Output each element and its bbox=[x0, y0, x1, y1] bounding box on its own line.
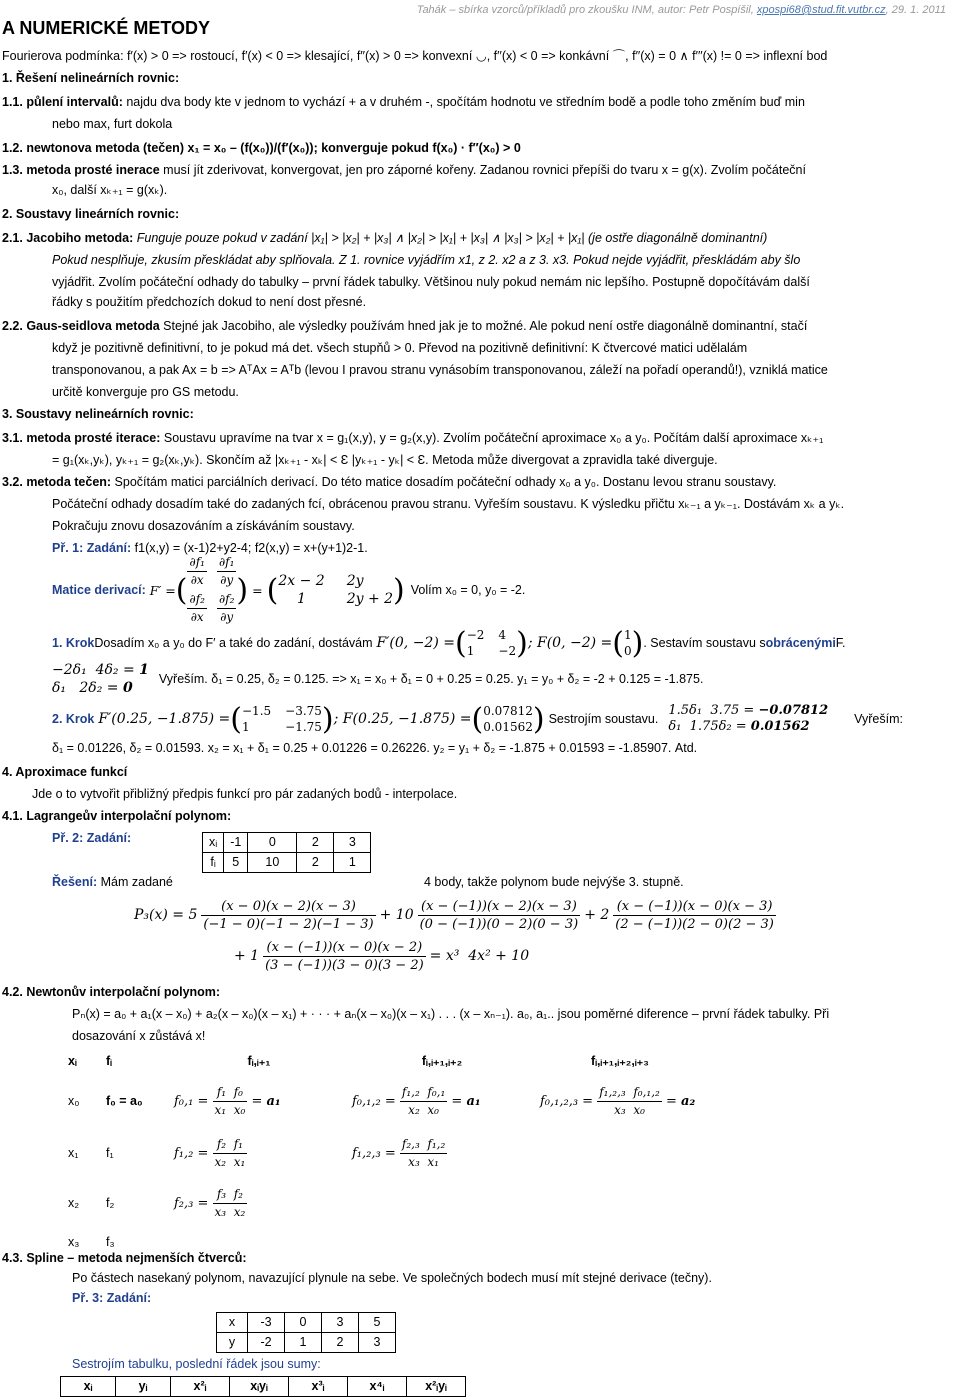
paren-close-4: ) bbox=[631, 625, 644, 661]
header-date: , 29. 1. 2011 bbox=[885, 4, 946, 16]
step-2-solve: Vyřeším: bbox=[854, 711, 903, 726]
derivative-matrix-row bbox=[52, 555, 526, 624]
s13-line2: x₀, další xₖ₊₁ = g(xₖ). bbox=[52, 183, 168, 197]
s31-line1 bbox=[2, 430, 823, 447]
df2dx: $\frac{\text{∂f₂}}{\partial x}$ bbox=[189, 592, 205, 624]
table-row bbox=[61, 1377, 466, 1397]
example-1-text: f1(x,y) = (x-1)2+y2-4; f2(x,y) = x+(y+1)2-1. bbox=[131, 541, 368, 555]
s32-head: 3.2. metoda tečen: bbox=[2, 475, 112, 489]
lagrange-term-2: $\frac{(x - (-1))(x - 2)(x - 3)}{(0 - (-1))(0 - 2)(0 - 3)}$ bbox=[419, 898, 579, 932]
solution-label: Řešení: bbox=[52, 875, 98, 889]
paren-close-6: ) bbox=[532, 701, 545, 737]
step-1-tail: . Sestavím soustavu s bbox=[643, 635, 766, 650]
table-cell bbox=[536, 1228, 704, 1256]
F-at-0-m2: ; F(0, −2) = bbox=[527, 634, 613, 651]
table-cell: x₀ bbox=[68, 1093, 80, 1108]
s43-text: Po částech nasekaný polynom, navazující plynule na sebe. Ve společných bodech musí mít stejné derivace (tečny). bbox=[72, 1271, 712, 1285]
s21-text: Funguje pouze pokud v zadání |x₁| > |x₂| + |x₃| ∧ |x₂| > |x₁| + |x₃| ∧ |x₃| > |x₂| + |x₁| (je ostře diagonálně dominantní) bbox=[133, 231, 768, 245]
table-row bbox=[203, 833, 371, 853]
paren-close-5: ) bbox=[321, 701, 334, 737]
table-cell: fᵢ bbox=[106, 1053, 112, 1068]
table-cell: f₂ bbox=[106, 1195, 115, 1210]
paren-close-3: ) bbox=[516, 625, 528, 661]
header-text: Tahák – sbírka vzorců/příkladů pro zkoušku INM, autor: Petr Pospíšil, bbox=[416, 4, 757, 16]
paren-open-5: ( bbox=[230, 701, 242, 737]
s13-line1 bbox=[2, 162, 806, 179]
table-cell: fᵢ,ᵢ₊₁,ᵢ₊₂ bbox=[421, 1053, 463, 1068]
s21-line4: řádky s použitím předchozích dokud to není dost přesné. bbox=[52, 295, 367, 309]
s13-head: 1.3. metoda prosté inerace bbox=[2, 163, 160, 177]
table-cell bbox=[348, 1178, 536, 1228]
s11-head: 1.1. půlení intervalů: bbox=[2, 95, 123, 109]
step1-vector: 1 0 bbox=[623, 628, 632, 658]
table-cell: 5 bbox=[224, 853, 248, 873]
s12-line: 1.2. newtonova metoda (tečen) x₁ = x₀ – (f(x₀))/(f′(x₀)); konverguje pokud f(x₀) · f′′(x₀) > 0 bbox=[2, 141, 521, 155]
s42-line1: Pₙ(x) = a₀ + a₁(x – x₀) + a₂(x – x₀)(x – x₁) + · · · + aₙ(x – x₀)(x – x₁) . . . (x – xₙ₋₁). a₀, a₁.. jsou poměrné diference – první řádek tabulky. Při bbox=[72, 1007, 830, 1021]
table-row bbox=[64, 1074, 704, 1128]
table-cell: 3 bbox=[359, 1333, 396, 1353]
df1dy: $\frac{\text{∂f₁}}{\partial y}$ bbox=[218, 555, 235, 587]
fourier-line: Fourierova podmínka: f′(x) > 0 => rostoucí, f′(x) < 0 => klesající, f′′(x) > 0 => konvexní ◡, f′′(x) < 0 => konkávní ⌒, f′′(x) = 0 ∧ f′′′(x) != 0 => inflexní bod bbox=[2, 49, 828, 63]
table-cell bbox=[536, 1178, 704, 1228]
table-cell: 2 bbox=[322, 1333, 359, 1353]
header-email-link[interactable]: xpospi68@stud.fit.vutbr.cz bbox=[756, 4, 886, 16]
table-cell: x bbox=[217, 1313, 248, 1333]
table-cell: 0 bbox=[248, 833, 297, 853]
s11-line1 bbox=[2, 94, 805, 111]
step1-system: −2δ₁ 4δ₂ = 1 δ₁ 2δ₂ = 0 bbox=[52, 662, 149, 696]
table-cell: 3 bbox=[322, 1313, 359, 1333]
section-2-heading: 2. Soustavy lineárních rovnic: bbox=[2, 207, 180, 221]
step-1-obracenymi: obrácenými bbox=[765, 635, 836, 650]
table-cell: x₃ bbox=[68, 1234, 80, 1249]
example-2-table bbox=[202, 832, 371, 873]
s43-heading: 4.3. Spline – metoda nejmenších čtverců: bbox=[2, 1251, 247, 1265]
table-cell: f₀,₁,₂ = $\frac{\text{f₁,₂ f₀,₁}}{\text{x₂ x₀}}$ = a₁ bbox=[352, 1084, 481, 1117]
step-2-label: 2. Krok bbox=[52, 711, 95, 726]
table-cell: fᵢ bbox=[203, 853, 224, 873]
table-row bbox=[64, 1178, 704, 1228]
s11-text: najdu dva body kte v jednom to vychází + a v druhém -, spočítám hodnotu ve středním bodě a podle toho změním buď min bbox=[122, 95, 805, 109]
lagrange-formula-1: P₃(x) = 5 $\frac{(x - 0)(x - 2)(x - 3)}{(-1 - 0)(-1 - 2)(-1 - 3)}$ + 10 $\frac{(x - (-1))(x - 2)(x - 3)}{(0 - (-1))(0 - 2)(0 - 3)}$ + 2 $\frac{(x - (-1))(x - 0)(x - 3)}{(2 - (-1))(2 - 0)(2 - 3)}$ bbox=[134, 898, 774, 932]
table-cell: x⁴ᵢ bbox=[348, 1377, 407, 1397]
table-cell: 2 bbox=[297, 833, 334, 853]
table-cell bbox=[536, 1128, 704, 1178]
step-1-label: 1. Krok bbox=[52, 635, 95, 650]
solution-tail: 4 body, takže polynom bude nejvýše 3. stupně. bbox=[424, 875, 684, 889]
s21-line1 bbox=[2, 230, 767, 247]
paren-open: ( bbox=[175, 572, 188, 608]
F-prime-symbol: F′ = bbox=[149, 582, 176, 598]
table-cell: 0 bbox=[285, 1313, 322, 1333]
s22-line3: transponovanou, a pak Ax = b => AᵀAx = Aᵀb (levou I pravou stranu vynásobím transponovanou, záleží na pořadí operandů!), vzniklá matice bbox=[52, 363, 828, 377]
paren-open-2: ( bbox=[266, 572, 279, 608]
table-cell: x²ᵢ bbox=[171, 1377, 230, 1397]
table-cell: f₁,₂,₃ = $\frac{\text{f₂,₃ f₁,₂}}{\text{x₃ x₁}}$ bbox=[352, 1136, 446, 1169]
lagrange-term-4: $\frac{(x - (-1))(x - 0)(x - 2)}{(3 - (-1))(3 - 0)(3 - 2)}$ bbox=[265, 939, 424, 973]
F-at-step2: ; F(0.25, −1.875) = bbox=[333, 710, 472, 727]
table-cell: -2 bbox=[248, 1333, 285, 1353]
equals-sign: = bbox=[252, 582, 263, 598]
step1-matrix: −2 4 1 −2 bbox=[466, 628, 517, 658]
table-cell: -3 bbox=[248, 1313, 285, 1333]
table-cell: x₂ bbox=[68, 1195, 80, 1210]
table-cell: 10 bbox=[248, 853, 297, 873]
example-2-head-text: Př. 2: Zadání: bbox=[52, 831, 132, 845]
s22-line2: když je pozitivně definitivní, to je pokud má det. všech stupňů > 0. Převod na pozitivně definitivní: K čtvercové matici udělalám bbox=[52, 341, 748, 355]
s11-line2: nebo max, furt dokola bbox=[52, 117, 173, 131]
table-cell: fᵢ,ᵢ₊₁ bbox=[247, 1053, 271, 1068]
s42-heading: 4.2. Newtonův interpolační polynom: bbox=[2, 985, 221, 999]
example-3-head bbox=[72, 1290, 151, 1307]
table-cell: f₀ = a₀ bbox=[106, 1093, 143, 1108]
s32-text: Spočítám matici parciálních derivací. Do této matice dosadím počáteční odhady x₀ a y₀. Dostanu levou stranu soustavy. bbox=[111, 475, 777, 489]
table-cell: f₁,₂ = $\frac{\text{f₂ f₁}}{\text{x₂ x₁}}$ bbox=[174, 1136, 246, 1169]
df1dx: $\frac{\text{∂f₁}}{\partial x}$ bbox=[189, 555, 205, 587]
s21-head: 2.1. Jacobiho metoda: bbox=[2, 231, 134, 245]
table-cell: xᵢyᵢ bbox=[230, 1377, 289, 1397]
paren-open-6: ( bbox=[471, 701, 484, 737]
table-row bbox=[217, 1313, 396, 1333]
s32-line3: Pokračuju znovu dosazováním a získáváním soustavy. bbox=[52, 519, 355, 533]
F-prime-at-0-m2: F′(0, −2) = bbox=[376, 634, 455, 651]
step-2-line bbox=[52, 700, 903, 738]
s13-text: musí jít zderivovat, konvergovat, jen pro záporné kořeny. Zadanou rovnici přepíši do tvaru x = g(x). Zvolím počáteční bbox=[159, 163, 806, 177]
page-title: A NUMERICKÉ METODY bbox=[2, 18, 211, 38]
derivative-matrix-label: Matice derivací: bbox=[52, 582, 146, 597]
table-cell: y bbox=[217, 1333, 248, 1353]
table-cell: fᵢ,ᵢ₊₁,ᵢ₊₂,ᵢ₊₃ bbox=[591, 1053, 649, 1068]
step-1-result: Vyřeším. δ₁ = 0.25, δ₂ = 0.125. => x₁ = x₀ + δ₁ = 0 + 0.25 = 0.25. y₁ = y₀ + δ₂ = -2 + 0.125 = -1.875. bbox=[158, 671, 704, 686]
lagrange-formula-2: + 1 $\frac{(x - (-1))(x - 0)(x - 2)}{(3 - (-1))(3 - 0)(3 - 2)}$ = x³ 4x² + 10 bbox=[234, 939, 530, 973]
example-1-head: Př. 1: Zadání: bbox=[52, 541, 132, 555]
example-3-head-text: Př. 3: Zadání: bbox=[72, 1291, 152, 1305]
section-1-heading: 1. Řešení nelineárních rovnic: bbox=[2, 71, 180, 85]
s42-line2: dosazování x zůstává x! bbox=[72, 1029, 206, 1043]
table-cell: x³ᵢ bbox=[289, 1377, 348, 1397]
table-cell: f₀,₁ = $\frac{\text{f₁ f₀}}{\text{x₁ x₀}}$ = a₁ bbox=[174, 1084, 281, 1117]
derivative-values: 2x − 2 2y 1 2y + 2 bbox=[278, 573, 394, 607]
s21-line3: vyjádřit. Zvolím počáteční odhady do tabulky – první řádek tabulky. Většinou nuly pokud nemám nic lepšího. Postupně dopočítávám další bbox=[52, 275, 810, 289]
step-1-end: F. bbox=[835, 635, 846, 650]
paren-close-2: ) bbox=[393, 572, 405, 608]
table-cell: f₀,₁,₂,₃ = $\frac{\text{f₁,₂,₃ f₀,₁,₂}}{\text{x₃ x₀}}$ = a₂ bbox=[540, 1084, 696, 1117]
table-cell: x²ᵢyᵢ bbox=[407, 1377, 466, 1397]
s32-line2: Počáteční odhady dosadím také do zadaných fcí, obrácenou pravou stranu. Vyřeším soustavu. K výsledku přičtu xₖ₋₁ a yₖ₋₁. Dostávám xₖ a yₖ. bbox=[52, 497, 845, 511]
table-row bbox=[217, 1333, 396, 1353]
table-row bbox=[64, 1128, 704, 1178]
table-row bbox=[64, 1048, 704, 1074]
lagrange-term-3: $\frac{(x - (-1))(x - 0)(x - 3)}{(2 - (-1))(2 - 0)(2 - 3)}$ bbox=[615, 898, 774, 932]
lagrange-term-1: $\frac{(x - 0)(x - 2)(x - 3)}{(-1 - 0)(-1 - 2)(-1 - 3)}$ bbox=[203, 898, 374, 932]
table-cell: f₂,₃ = $\frac{\text{f₃ f₂}}{\text{x₃ x₂}}$ bbox=[174, 1186, 246, 1219]
table-cell: 1 bbox=[334, 853, 371, 873]
paren-close: ) bbox=[236, 572, 249, 608]
step-1-result-line bbox=[52, 660, 703, 698]
table-cell: xᵢ bbox=[68, 1053, 77, 1068]
example-3-table bbox=[216, 1312, 396, 1353]
step-1-text: Dosadím x₀ a y₀ do F′ a také do zadání, dostávám bbox=[94, 635, 373, 650]
s21-line2: Pokud nesplňuje, zkusím přeskládat aby splňovala. Z 1. rovnice vyjádřím x1, z 2. x2 a z 3. x3. Pokud nejde vyjádřit, přeskládám aby šlo bbox=[52, 253, 801, 267]
table-cell: f₁ bbox=[106, 1145, 114, 1160]
newton-table bbox=[64, 1048, 704, 1256]
solution-line bbox=[52, 874, 173, 891]
section-3-heading: 3. Soustavy nelineárních rovnic: bbox=[2, 407, 194, 421]
table-cell: xᵢ bbox=[61, 1377, 116, 1397]
s41-heading: 4.1. Lagrangeův interpolační polynom: bbox=[2, 809, 232, 823]
step2-vector: 0.07812 0.01562 bbox=[483, 704, 533, 734]
paren-open-4: ( bbox=[612, 625, 624, 661]
s22-line4: určitě konverguje pro GS metodu. bbox=[52, 385, 239, 399]
table-cell: 3 bbox=[334, 833, 371, 853]
sums-caption: Sestrojím tabulku, poslední řádek jsou sumy: bbox=[72, 1357, 321, 1371]
table-cell: 1 bbox=[285, 1333, 322, 1353]
s31-head: 3.1. metoda prosté iterace: bbox=[2, 431, 161, 445]
partials-grid bbox=[187, 554, 236, 626]
s22-text: Stejné jak Jacobiho, ale výsledky používám hned jak je to možné. Ale pokud není ostře diagonálně dominantní, stačí bbox=[159, 319, 808, 333]
step2-system: 1.5δ₁ 3.75 = −0.07812 δ₁ 1.75δ₂ = 0.01562 bbox=[668, 703, 829, 734]
table-cell: xᵢ bbox=[203, 833, 224, 853]
table-cell bbox=[348, 1228, 536, 1256]
sums-table bbox=[60, 1376, 466, 1397]
step-1-line bbox=[52, 626, 846, 660]
s22-line1 bbox=[2, 318, 807, 335]
table-row bbox=[203, 853, 371, 873]
example-2-head bbox=[52, 830, 131, 847]
step-2-result: δ₁ = 0.01226, δ₂ = 0.01593. x₂ = x₁ + δ₁ = 0.25 + 0.01226 = 0.26226. y₂ = y₁ + δ₂ = -1.875 + 0.01593 = -1.85907. Atd. bbox=[52, 741, 698, 755]
s31-text: Soustavu upravíme na tvar x = g₁(x,y), y = g₂(x,y). Zvolím počáteční aproximace x₀ a y₀. Počítám další aproximace xₖ₊₁ bbox=[160, 431, 824, 445]
s32-line1 bbox=[2, 474, 776, 491]
df2dy: $\frac{\text{∂f₂}}{\partial y}$ bbox=[218, 592, 235, 624]
initial-guess-text: Volím x₀ = 0, y₀ = -2. bbox=[410, 582, 526, 597]
step2-matrix: −1.5 −3.75 1 −1.75 bbox=[242, 704, 322, 734]
table-cell: yᵢ bbox=[116, 1377, 171, 1397]
solution-text: Mám zadané bbox=[97, 875, 173, 889]
F-prime-at-step2: F′(0.25, −1.875) = bbox=[98, 710, 231, 727]
page-header bbox=[417, 2, 946, 19]
s31-line2: = g₁(xₖ,yₖ), yₖ₊₁ = g₂(xₖ,yₖ). Skončím až |xₖ₊₁ - xₖ| < Ɛ |yₖ₊₁ - yₖ| < Ɛ. Metoda může divergovat a zpravidla také diverguje. bbox=[52, 453, 718, 467]
step-2-tail: Sestrojím soustavu. bbox=[548, 711, 659, 726]
table-cell: -1 bbox=[224, 833, 248, 853]
section-4-text: Jde o to vytvořit přibližný předpis funkcí pro pár zadaných bodů - interpolace. bbox=[32, 787, 458, 801]
table-cell: x₁ bbox=[68, 1145, 79, 1160]
table-cell: 5 bbox=[359, 1313, 396, 1333]
paren-open-3: ( bbox=[454, 625, 467, 661]
s22-head: 2.2. Gaus-seidlova metoda bbox=[2, 319, 160, 333]
table-cell: 2 bbox=[297, 853, 334, 873]
table-cell: f₃ bbox=[106, 1234, 115, 1249]
section-4-heading: 4. Aproximace funkcí bbox=[2, 765, 128, 779]
